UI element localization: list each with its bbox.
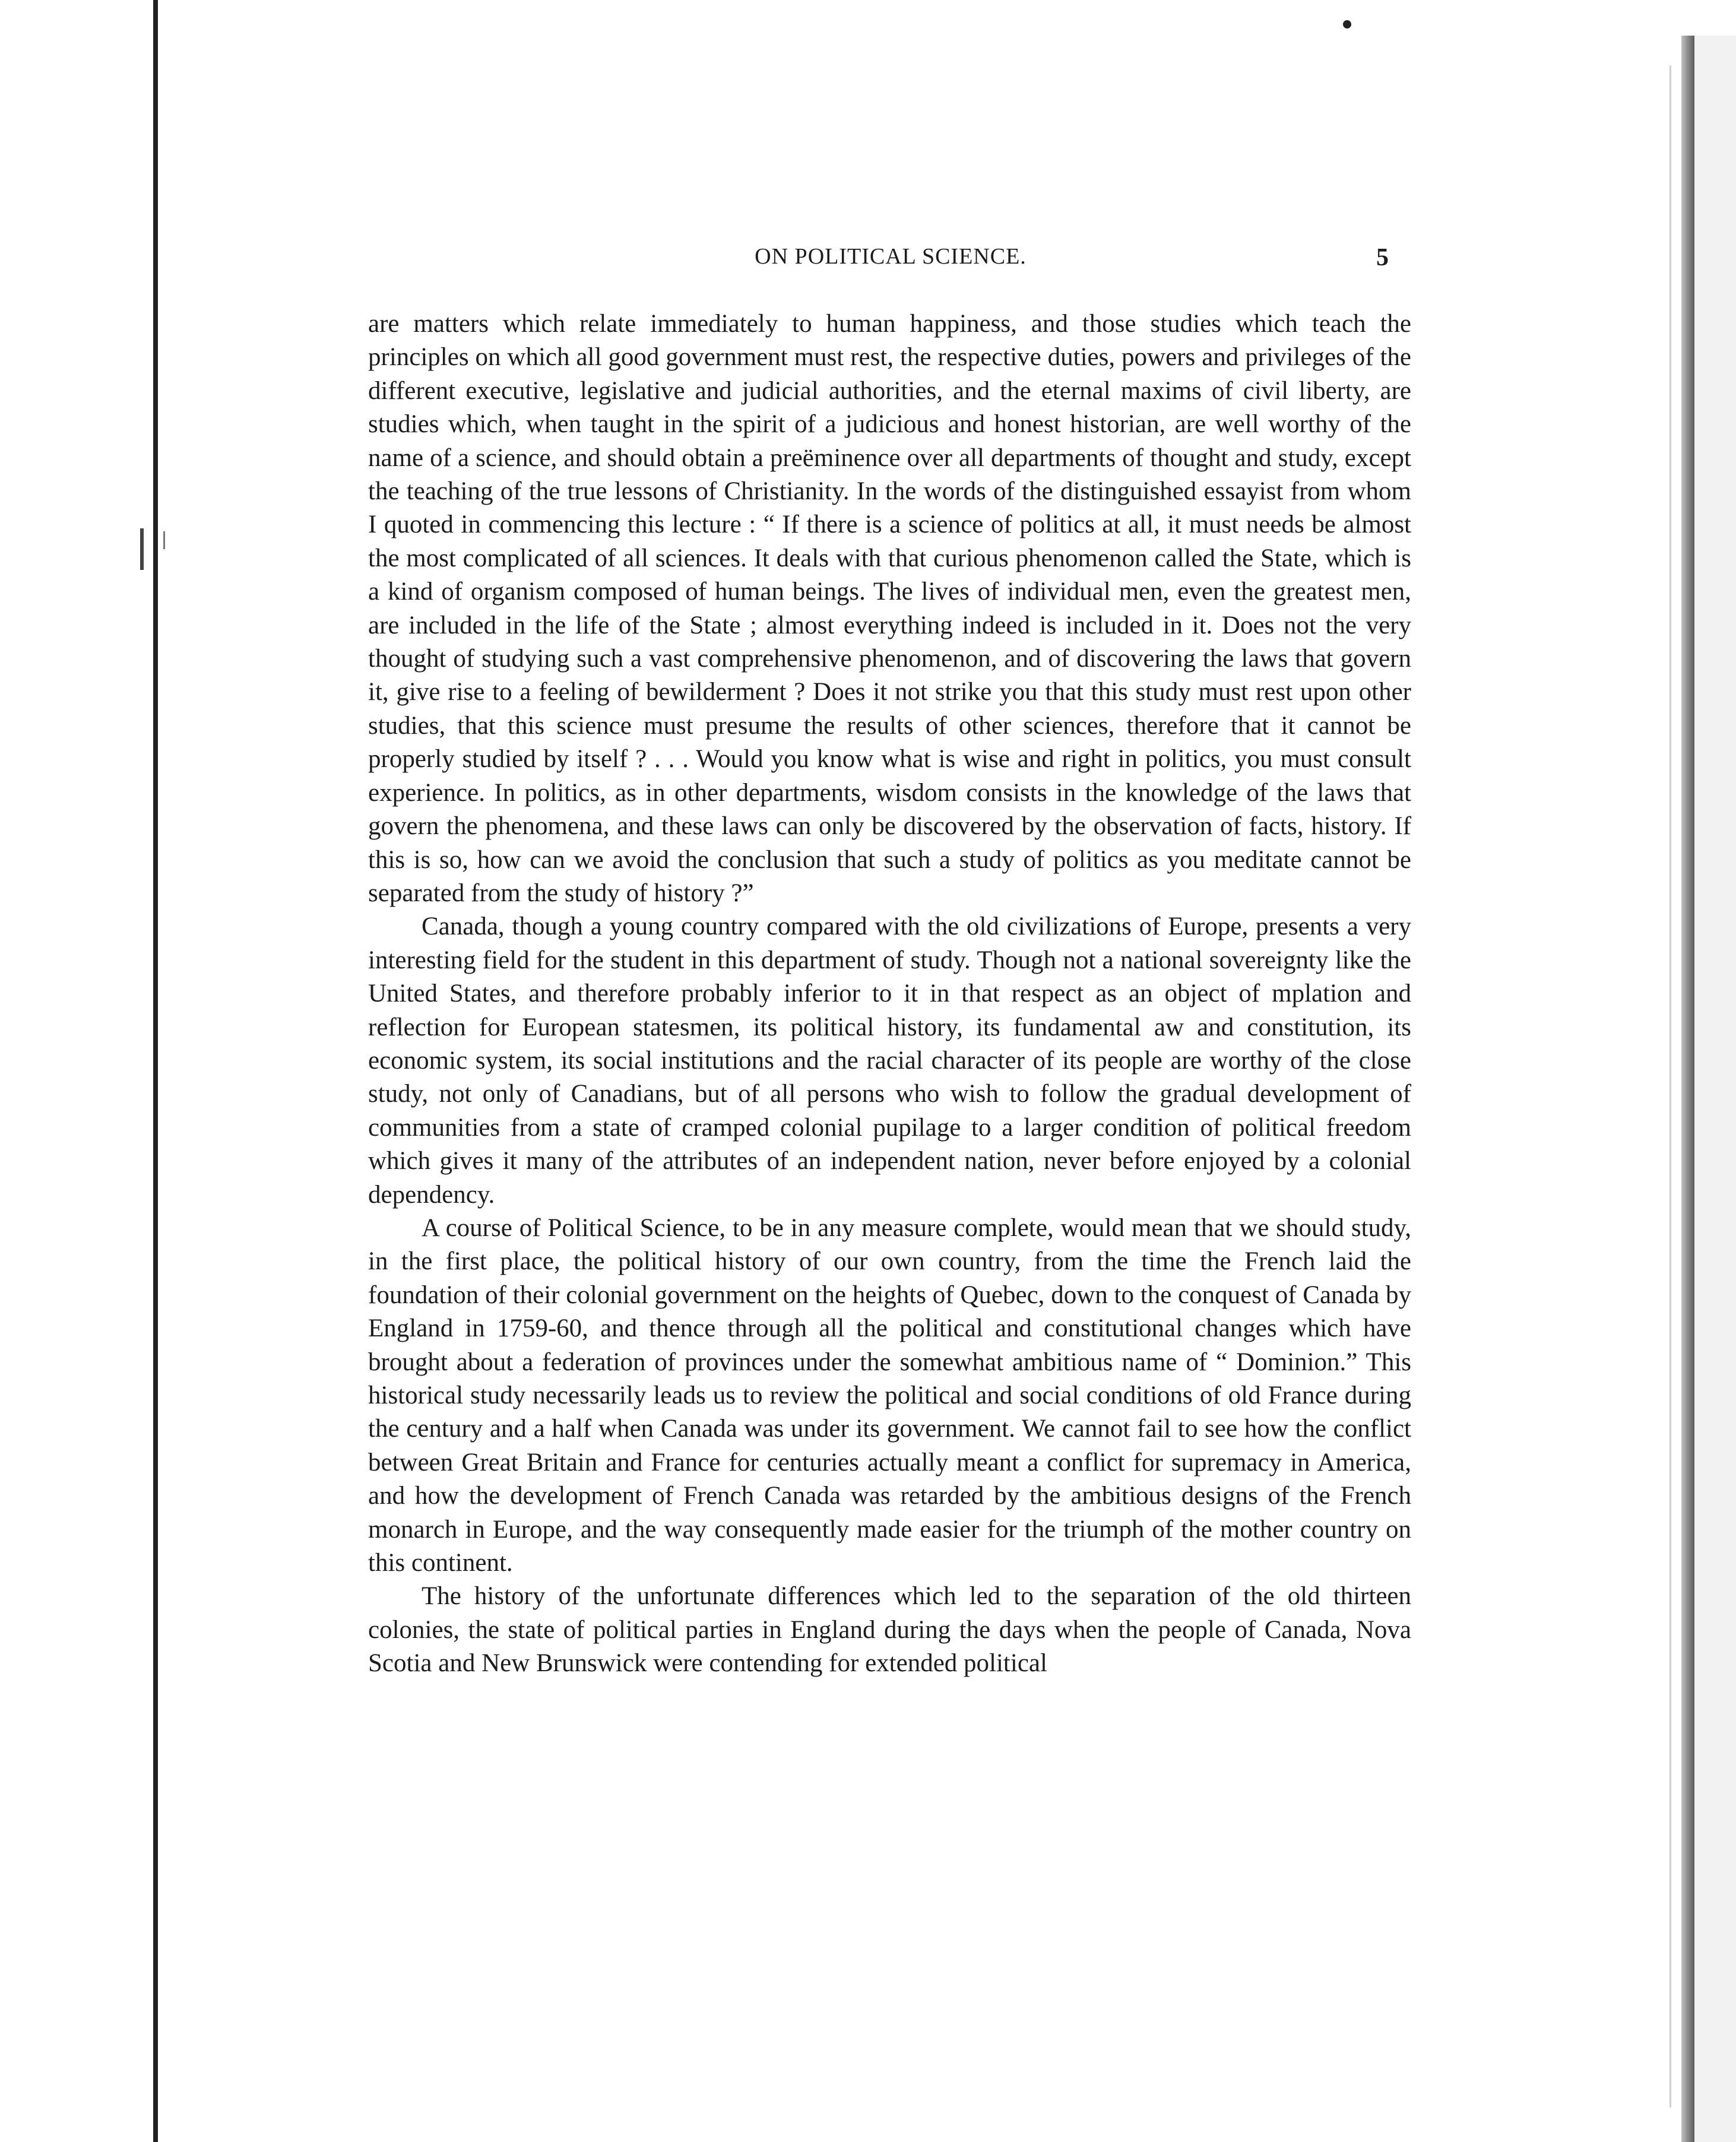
running-title: ON POLITICAL SCIENCE. bbox=[755, 244, 1027, 269]
paragraph: The history of the unfortunate differences which led to the separation of the old thirteen colonies, the state of political parties in England during the days when the people of Canada, Nova Scotia and New Brunswick were contending for extended political bbox=[368, 1582, 1411, 1678]
body-text bbox=[368, 308, 1411, 1681]
page-edge-shadow bbox=[1694, 36, 1736, 2142]
margin-mark bbox=[163, 531, 165, 549]
page-number: 5 bbox=[1376, 244, 1389, 271]
page-edge bbox=[1681, 36, 1694, 2142]
paragraph: are matters which relate immediately to human happiness, and those studies which teach the principles on which all good government must rest, the respective duties, powers and privileges of the different executive, legislative and judicial authorities, and the eternal maxims of civil liberty, are studies which, when taught in the spirit of a judicious and honest historian, are well worthy of the name of a science, and should obtain a preëminence over all departments of thought and study, except the teaching of the true lessons of Christianity. In the words of the distinguished essayist from whom I quoted in commencing this lecture : “ If there is a science of politics at all, it must needs be almost the most complicated of all sciences. It deals with that curious phenomenon called the State, which is a kind of organism composed of human beings. The lives of individual men, even the greatest men, are included in the life of the State ; almost everything indeed is included in it. Does not the very thought of studying such a vast comprehensive phenomenon, and of discovering the laws that govern it, give rise to a feeling of bewilderment ? Does it not strike you that this study must rest upon other studies, that this science must presume the results of other sciences, therefore that it cannot be properly studied by itself ? . . . Would you know what is wise and right in politics, you must consult experience. In politics, as in other departments, wisdom consists in the knowledge of the laws that govern the phenomena, and these laws can only be discovered by the observation of facts, history. If this is so, how can we avoid the conclusion that such a study of politics as you meditate cannot be separated from the study of history ?” bbox=[368, 310, 1411, 907]
ink-dot bbox=[1343, 20, 1351, 28]
page-edge-line bbox=[1670, 65, 1671, 2108]
paragraph: Canada, though a young country compared with the old civilizations of Europe, presents a very interesting field for the student in this department of study. Though not a national sovereignty like the United States, and therefore probably inferior to it in that respect as an object of mplation and reflection for European statesmen, its political history, its fundamental aw and constitution, its economic system, its social institutions and the racial character of its people are worthy of the close study, not only of Canadians, but of all persons who wish to follow the gradual development of communities from a state of cramped colonial pupilage to a larger condition of political freedom which gives it many of the attributes of an independent nation, never before enjoyed by a colonial dependency. bbox=[368, 912, 1411, 1209]
gutter-line bbox=[153, 0, 158, 2142]
paragraph: A course of Political Science, to be in any measure complete, would mean that we should study, in the first place, the political history of our own country, from the time the French laid the foundation of their colonial government on the heights of Quebec, down to the conquest of Canada by England in 1759-60, and thence through all the political and constitutional changes which have brought about a federation of provinces under the somewhat ambitious name of “ Dominion.” This historical study necessarily leads us to review the political and social conditions of old France during the century and a half when Canada was under its government. We cannot fail to see how the conflict between Great Britain and France for centuries actually meant a conflict for supremacy in America, and how the development of French Canada was retarded by the ambitious designs of the French monarch in Europe, and the way consequently made easier for the triumph of the mother country on this continent. bbox=[368, 1213, 1411, 1577]
margin-mark bbox=[140, 528, 144, 570]
